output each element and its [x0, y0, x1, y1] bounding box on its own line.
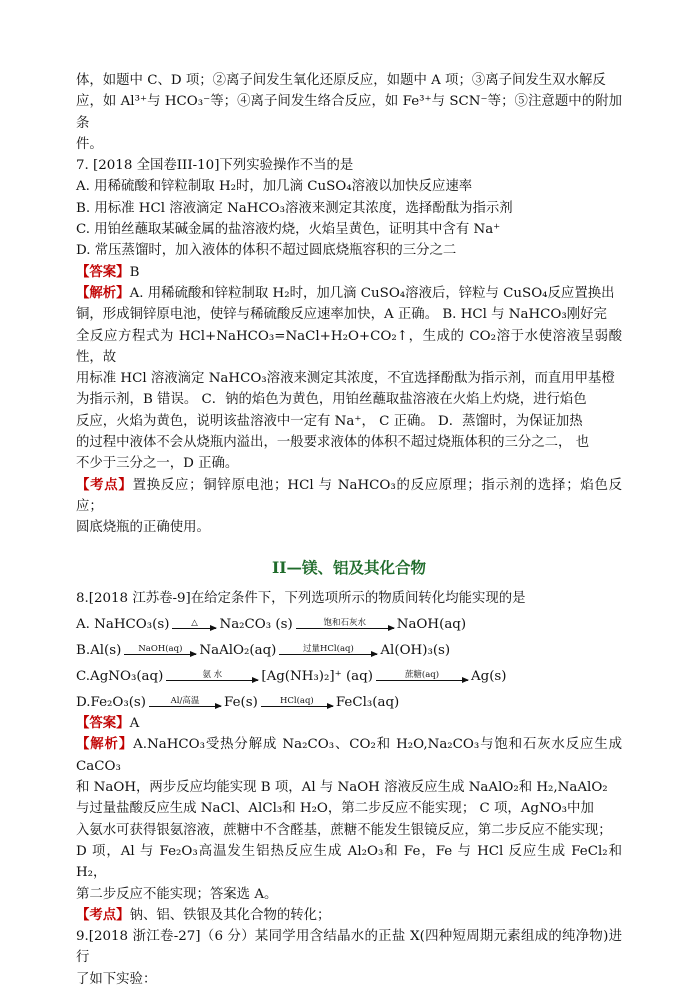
answer-tag: 【答案】: [76, 715, 130, 732]
species: D.Fe₂O₃(s): [76, 694, 147, 710]
reaction-arrow: [279, 645, 377, 661]
question-7-analysis-line: 【解析】A. 用稀硫酸和锌粒制取 H₂时，加几滴 CuSO₄溶液后，锌粒与 CuSO₄反应置换出: [76, 284, 615, 301]
question-8-answer: [76, 713, 622, 734]
question-7-analysis-line: 的过程中液体不会从烧瓶内溢出，一般要求液体的体积不超过烧瓶体积的三分之二， 也: [76, 435, 590, 451]
arrow-condition: 饱和石灰水: [323, 618, 366, 629]
question-7-analysis-line: 为指示剂，B 错误。 C．钠的焰色为黄色，用铂丝蘸取盐溶液在火焰上灼烧，进行焰色: [76, 392, 587, 408]
intro-line: 体，如题中 C、D 项；②离子间发生氧化还原反应，如题中 A 项；③离子间发生双水解反: [76, 73, 606, 88]
reaction-arrow: [261, 697, 333, 713]
question-7-title: 7. [2018 全国卷III-10]下列实验操作不当的是: [76, 158, 354, 174]
point-tag: 【考点】: [76, 906, 130, 923]
question-8-title: 8.[2018 江苏卷-9]在给定条件下，下列选项所示的物质间转化均能实现的是: [76, 590, 526, 606]
answer-tag: 【答案】: [76, 263, 130, 280]
arrow-condition: 氨 水: [202, 670, 223, 681]
analysis-tag: 【解析】: [76, 284, 130, 301]
species: Ag(s): [470, 668, 507, 684]
question-8-option-d: [76, 687, 622, 713]
species: NaAlO₂(aq): [199, 642, 277, 658]
arrow-condition: HCl(aq): [279, 696, 314, 707]
question-7-answer: [76, 262, 622, 283]
reaction-arrow: [172, 619, 216, 635]
question-7-option-b: B. 用标准 HCl 溶液滴定 NaHCO₃溶液来测定其浓度，选择酚酞为指示剂: [76, 200, 513, 216]
species: [Ag(NH₃)₂]⁺ (aq): [261, 668, 373, 684]
question-7-analysis-line: 反应，火焰为黄色，说明该盐溶液中一定有 Na⁺， C 正确。 D．蒸馏时，为保证加热: [76, 413, 583, 429]
document-page: [76, 70, 622, 990]
question-7-option-c: C. 用铂丝蘸取某碱金属的盐溶液灼烧，火焰呈黄色，证明其中含有 Na⁺: [76, 222, 501, 238]
species: Fe(s): [224, 694, 258, 710]
question-8-option-c: [76, 661, 622, 687]
species: Al(OH)₃(s): [380, 642, 451, 658]
arrow-condition: NaOH(aq): [138, 644, 183, 655]
species: B.Al(s): [76, 642, 122, 658]
answer-value: B: [129, 264, 140, 280]
question-7-point-line: 圆底烧瓶的正确使用。: [76, 520, 210, 536]
question-8-analysis-line: 入氨水可获得银氨溶液，蔗糖中不含醛基，蔗糖不能发生银镜反应，第二步反应不能实现；: [76, 822, 612, 838]
question-7-point-line: 【考点】置换反应；铜锌原电池；HCl 与 NaHCO₃的反应原理；指示剂的选择；焰色反应；: [76, 476, 623, 514]
answer-value: A: [129, 716, 140, 732]
question-7-analysis-line: 用标准 HCl 溶液滴定 NaHCO₃溶液来测定其浓度，不宜选择酚酞为指示剂，而直用甲基橙: [76, 371, 615, 387]
species: FeCl₃(aq): [335, 694, 400, 710]
species: NaOH(aq): [396, 616, 467, 632]
question-7-analysis-line: 不少于三分之一，D 正确。: [76, 456, 239, 472]
question-8-analysis-line: D 项，Al 与 Fe₂O₃高温发生铝热反应生成 Al₂O₃和 Fe，Fe 与 HCl 反应生成 FeCl₂和 H₂，: [76, 843, 622, 881]
species: C.AgNO₃(aq): [76, 668, 164, 684]
reaction-arrow: [296, 619, 394, 635]
intro-line: 应，如 Al³⁺与 HCO₃⁻等；④离子间发生络合反应，如 Fe³⁺与 SCN⁻等；⑤注意题中的附加条: [76, 94, 622, 131]
question-9-title: 9.[2018 浙江卷-27]（6 分）某同学用含结晶水的正盐 X(四种短周期元素组成的纯净物)进行: [76, 929, 622, 966]
point-tag: 【考点】: [76, 476, 133, 493]
arrow-condition: 蔗糖(aq): [404, 670, 440, 681]
reaction-arrow: [166, 671, 258, 687]
question-8-option-a: [76, 609, 622, 635]
species: A. NaHCO₃(s): [76, 616, 170, 632]
question-8-analysis-line: 与过量盐酸反应生成 NaCl、AlCl₃和 H₂O，第二步反应不能实现； C 项，AgNO₃中加: [76, 801, 594, 817]
arrow-condition: 过量HCl(aq): [303, 644, 354, 655]
question-8-analysis-line: 和 NaOH，两步反应均能实现 B 项，Al 与 NaOH 溶液反应生成 NaAlO₂和 H₂,NaAlO₂: [76, 780, 608, 796]
question-8-point: 【考点】钠、铝、铁银及其化合物的转化；: [76, 906, 331, 923]
question-9-title: 了如下实验：: [76, 971, 157, 987]
intro-line: 件。: [76, 136, 103, 152]
question-7-option-a: A. 用稀硫酸和锌粒制取 H₂时，加几滴 CuSO₄溶液以加快反应速率: [76, 179, 473, 195]
question-8-analysis-line: 【解析】A.NaHCO₃受热分解成 Na₂CO₃、CO₂和 H₂O,Na₂CO₃与饱和石灰水反应生成 CaCO₃: [76, 736, 622, 774]
reaction-arrow: [124, 645, 196, 661]
reaction-arrow: [376, 671, 468, 687]
arrow-condition: Al/高温: [170, 696, 200, 707]
analysis-tag: 【解析】: [76, 736, 134, 753]
question-7-analysis-line: 铜，形成铜锌原电池，使锌与稀硫酸反应速率加快，A 正确。 B. HCl 与 NaHCO₃刚好完: [76, 307, 607, 323]
question-8-analysis-line: 第二步反应不能实现；答案选 A。: [76, 886, 278, 902]
species: Na₂CO₃ (s): [219, 616, 293, 632]
question-7-analysis-line: 全反应方程式为 HCl+NaHCO₃=NaCl+H₂O+CO₂↑，生成的 CO₂溶于水使溶液呈弱酸性，故: [76, 328, 622, 365]
section-heading: II—镁、铝及其化合物: [271, 557, 426, 577]
reaction-arrow: [149, 697, 221, 713]
arrow-condition: △: [191, 618, 198, 629]
question-7-option-d: D. 常压蒸馏时，加入液体的体积不超过圆底烧瓶容积的三分之二: [76, 243, 457, 259]
question-8-option-b: [76, 635, 622, 661]
